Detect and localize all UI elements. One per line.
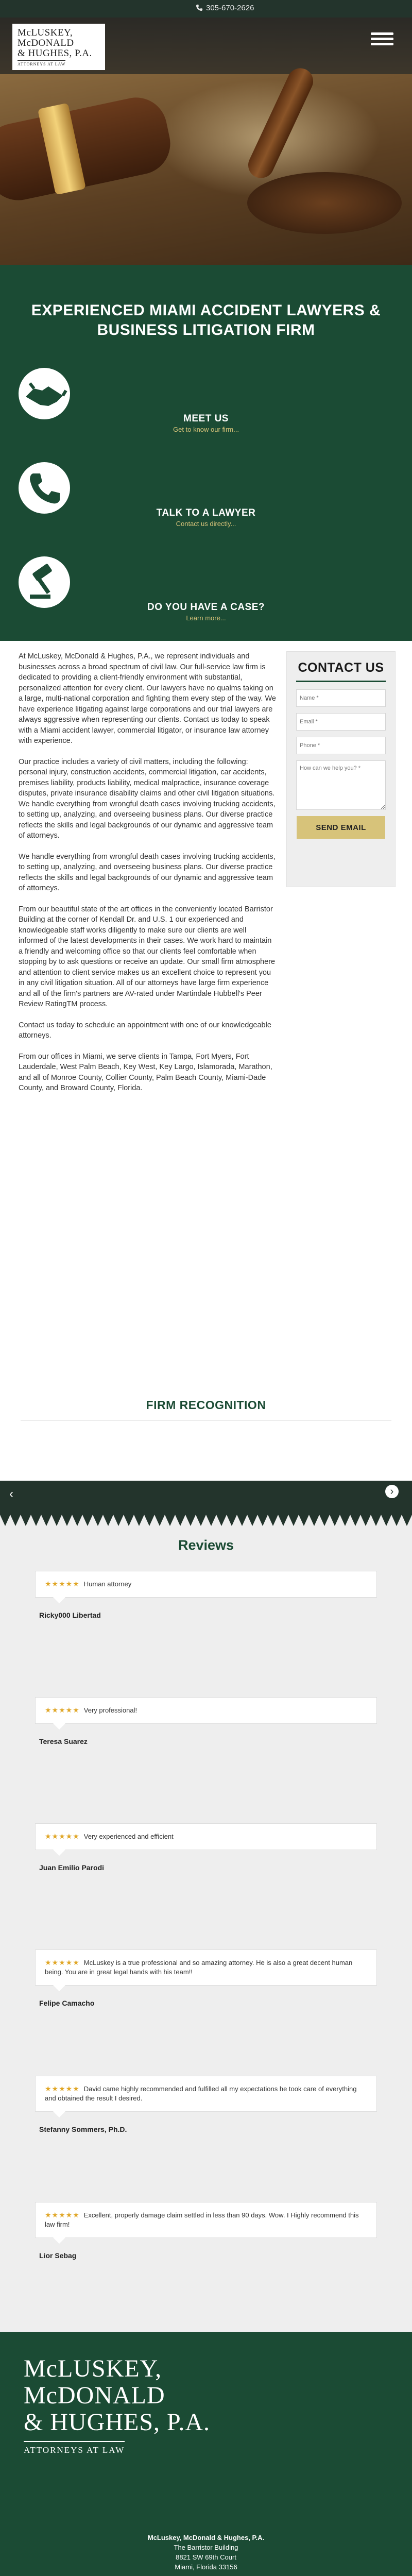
star-rating-icon: ★★★★★ <box>45 2211 80 2219</box>
review-item <box>35 1950 377 2007</box>
logo-line-1: McLUSKEY, <box>18 27 73 38</box>
logo-line-3: & HUGHES, P.A. <box>18 48 92 59</box>
top-phone-text: 305-670-2626 <box>206 4 254 12</box>
hero-cta-band <box>0 265 412 641</box>
cta-do-you-have-case[interactable] <box>0 556 412 634</box>
menu-toggle-button[interactable] <box>371 30 393 50</box>
cta-talk-to-lawyer-sub: Contact us directly... <box>176 520 236 528</box>
cta-meet-us-label: MEET US <box>183 413 229 424</box>
contact-form <box>286 651 396 887</box>
footer-firm-name: McLuskey, McDonald & Hughes, P.A. <box>147 2534 265 2541</box>
intro-paragraph: Our practice includes a variety of civil matters, including the following: personal injury, construction accidents, commercial litigation, car accidents, premises liability, products liability, medical malpractice, insurance coverage disputes, private insurance disability claims and other civil litigation situations. We handle everything from wrongful death cases involving trucking accidents, to setting up, analyzing, and overseeing business plans. Our diverse practice reflects the skills and legal backgrounds of our dynamic and aggressive team of attorneys. <box>19 757 276 840</box>
footer-street: 8821 SW 69th Court <box>176 2553 236 2561</box>
cta-do-you-have-case-label: DO YOU HAVE A CASE? <box>147 602 265 613</box>
contact-form-title: CONTACT US <box>298 660 384 675</box>
firm-recognition-title: FIRM RECOGNITION <box>146 1398 266 1412</box>
review-item <box>35 2076 377 2133</box>
phone-icon <box>196 4 203 11</box>
intro-text <box>19 651 276 1104</box>
gavel-icon <box>19 556 70 608</box>
message-field[interactable] <box>296 760 386 810</box>
footer-logo-line-1: McLUSKEY, <box>24 2355 162 2382</box>
email-field[interactable] <box>296 713 386 731</box>
review-item <box>35 1823 377 1872</box>
footer-address <box>0 2533 412 2576</box>
review-card <box>35 1697 377 1724</box>
review-item <box>35 1571 377 1619</box>
review-text: David came highly recommended and fulfilled all my expectations he took care of everything and obtained the result I desired. <box>45 2085 357 2102</box>
logo-tagline: ATTORNEYS AT LAW <box>18 60 65 66</box>
cta-talk-to-lawyer-label: TALK TO A LAWYER <box>156 507 256 518</box>
intro-paragraph: Contact us today to schedule an appointment with one of our knowledgeable attorneys. <box>19 1021 271 1040</box>
divider <box>296 681 386 682</box>
footer-building: The Barristor Building <box>174 2544 238 2551</box>
carousel-next-icon[interactable]: › <box>385 1485 399 1498</box>
review-card <box>35 2202 377 2238</box>
cta-meet-us[interactable] <box>0 368 412 445</box>
intro-paragraph: From our beautiful state of the art offices in the conveniently located Barristor Building at the corner of Kendall Dr. and U.S. 1 our experienced and knowledgeable staff works diligently to make sure our clients are well informed of the latest developments in their cases. We work hard to maintain a friendly and welcoming office so that our clients feel comfortable when stopping by to ask questions or receive an update. Our small firm atmosphere and attention to client service makes us an excellent choice to represent you in any civil litigation situation. All of our attorneys have large firm experience and all of the firm's partners are AV-rated under Martindale Hubbell's Peer Review RatingTM process. <box>19 905 276 1008</box>
handshake-icon <box>19 368 70 419</box>
cta-do-you-have-case-sub: Learn more... <box>186 614 226 622</box>
review-author: Teresa Suarez <box>39 1737 88 1745</box>
footer-city: Miami, Florida 33156 <box>175 2563 237 2571</box>
star-rating-icon: ★★★★★ <box>45 2084 80 2093</box>
review-text: Very professional! <box>83 1706 138 1714</box>
review-author: Ricky000 Libertad <box>39 1611 101 1619</box>
review-card <box>35 1823 377 1850</box>
reviews-section <box>0 1481 412 2332</box>
review-card <box>35 2076 377 2112</box>
star-rating-icon: ★★★★★ <box>45 1832 80 1840</box>
star-rating-icon: ★★★★★ <box>45 1706 80 1714</box>
review-author: Stefanny Sommers, Ph.D. <box>39 2125 127 2133</box>
intro-paragraph: At McLuskey, McDonald & Hughes, P.A., we represent individuals and businesses across a broad spectrum of civil law. Our full-service law firm is dedicated to providing a client-friendly environment with substantial, personalized attention for every client. Our lawyers have no qualms taking on a large, multi-national corporation and fighting them every step of the way. We have experience litigating against large corporations and our trial lawyers are always aggressive when representing our clients. Contact us today to speak with a Miami accident lawyer, commercial litigator, or insurance law attorney with experience. <box>19 652 276 745</box>
phone-icon <box>19 462 70 514</box>
review-text: Human attorney <box>83 1580 132 1588</box>
footer-logo-tagline: ATTORNEYS AT LAW <box>24 2441 125 2455</box>
review-text: McLuskey is a true professional and so amazing attorney. He is also a great decent human being. You are in great legal hands with his team!! <box>45 1959 353 1976</box>
firm-recognition-section <box>0 1362 412 1481</box>
logo-line-2: McDONALD <box>18 38 74 48</box>
reviews-carousel-bar <box>0 1481 412 1515</box>
review-author: Felipe Camacho <box>39 1999 95 2007</box>
top-phone-link[interactable] <box>196 4 254 12</box>
main-content <box>0 641 412 1362</box>
review-card <box>35 1950 377 1986</box>
star-rating-icon: ★★★★★ <box>45 1580 80 1588</box>
intro-paragraph: From our offices in Miami, we serve clients in Tampa, Fort Myers, Fort Lauderdale, West Palm Beach, Key West, Key Largo, Islamorada, Marathon, and all of Monroe County, Collier County, Palm Beach County, Miami-Dade County, and Broward County, Florida. <box>19 1052 272 1092</box>
footer-logo[interactable] <box>24 2355 210 2455</box>
review-item <box>35 1697 377 1745</box>
top-bar <box>0 0 412 18</box>
hero-section <box>0 18 412 265</box>
intro-paragraph: We handle everything from wrongful death cases involving trucking accidents, to setting up, analyzing, and overseeing business plans. Our diverse practice reflects the skills and legal backgrounds of our dynamic and aggressive team of attorneys. <box>19 852 276 892</box>
review-text: Excellent, properly damage claim settled in less than 90 days. Wow. I Highly recommend this law firm! <box>45 2211 359 2228</box>
site-footer <box>0 2332 412 2576</box>
cta-talk-to-lawyer[interactable] <box>0 462 412 539</box>
page-headline: EXPERIENCED MIAMI ACCIDENT LAWYERS & BUSINESS LITIGATION FIRM <box>31 302 381 338</box>
review-item <box>35 2202 377 2260</box>
carousel-prev-icon[interactable]: ‹ <box>9 1487 13 1501</box>
star-rating-icon: ★★★★★ <box>45 1958 80 1967</box>
name-field[interactable] <box>296 689 386 707</box>
site-logo[interactable] <box>12 24 105 70</box>
footer-logo-line-3: & HUGHES, P.A. <box>24 2409 211 2436</box>
zigzag-divider <box>0 1515 412 1526</box>
cta-meet-us-sub: Get to know our firm... <box>173 426 239 433</box>
phone-field[interactable] <box>296 737 386 754</box>
review-author: Lior Sebag <box>39 2251 77 2260</box>
review-card <box>35 1571 377 1598</box>
reviews-title: Reviews <box>178 1537 234 1553</box>
review-author: Juan Emilio Parodi <box>39 1863 105 1872</box>
send-email-button[interactable]: SEND EMAIL <box>297 816 385 839</box>
review-text: Very experienced and efficient <box>83 1833 174 1840</box>
footer-logo-line-2: McDONALD <box>24 2382 165 2409</box>
sound-block-image <box>247 172 402 234</box>
